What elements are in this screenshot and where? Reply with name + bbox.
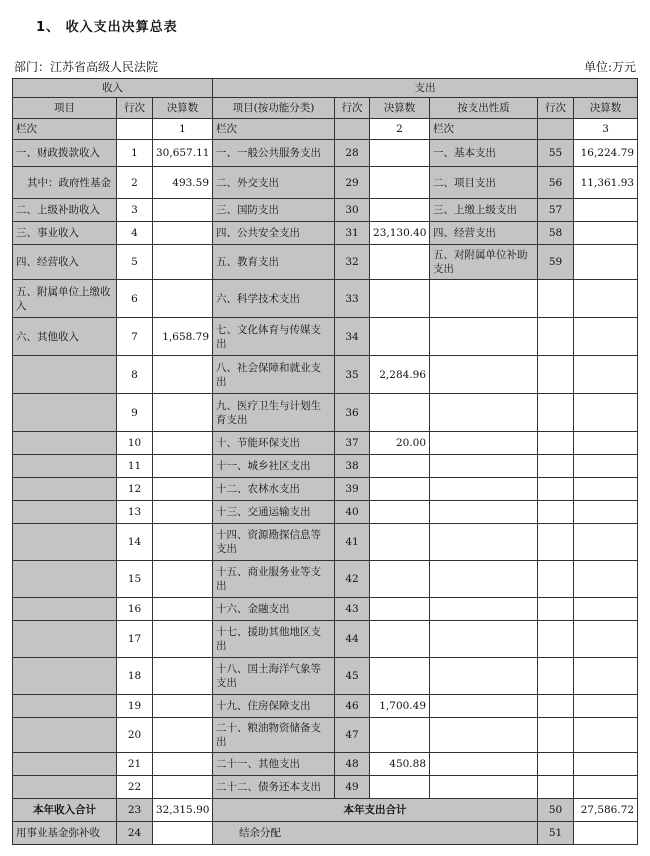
income-item <box>13 524 117 561</box>
expenditure-amount: 450.88 <box>370 753 430 776</box>
table-row <box>13 199 638 222</box>
expenditure-amount <box>370 318 430 356</box>
lanci-label-3: 栏次 <box>430 119 538 140</box>
expenditure-amount <box>370 280 430 318</box>
income-row-no: 2 <box>117 167 153 199</box>
income-item <box>13 394 117 432</box>
nature-row-no <box>538 718 574 753</box>
income-item <box>13 501 117 524</box>
nature-item: 五、对附属单位补助支出 <box>430 245 538 280</box>
col-amount-2: 决算数 <box>370 98 430 119</box>
income-row-no: 15 <box>117 561 153 598</box>
income-row-no: 21 <box>117 753 153 776</box>
table-row <box>13 695 638 718</box>
income-item: 三、事业收入 <box>13 222 117 245</box>
expenditure-item: 三、国防支出 <box>213 199 335 222</box>
nature-amount <box>574 280 638 318</box>
nature-item: 二、项目支出 <box>430 167 538 199</box>
expenditure-row-no: 43 <box>335 598 370 621</box>
income-item <box>13 621 117 658</box>
expenditure-item: 一、一般公共服务支出 <box>213 140 335 167</box>
expenditure-amount <box>370 598 430 621</box>
income-amount <box>153 245 213 280</box>
nature-item <box>430 658 538 695</box>
header-row-1 <box>13 79 638 98</box>
expenditure-row-no: 33 <box>335 280 370 318</box>
expenditure-item: 十二、农林水支出 <box>213 478 335 501</box>
lanci-col-1: 1 <box>153 119 213 140</box>
nature-item <box>430 356 538 394</box>
nature-item: 一、基本支出 <box>430 140 538 167</box>
income-row-no: 6 <box>117 280 153 318</box>
nature-item <box>430 718 538 753</box>
table-row <box>13 501 638 524</box>
table-row <box>13 167 638 199</box>
nature-row-no <box>538 621 574 658</box>
income-total-row-no: 23 <box>117 799 153 822</box>
income-row-no: 9 <box>117 394 153 432</box>
lanci-col-2: 2 <box>370 119 430 140</box>
income-item: 六、其他收入 <box>13 318 117 356</box>
expenditure-item: 十五、商业服务业等支出 <box>213 561 335 598</box>
income-amount: 1,658.79 <box>153 318 213 356</box>
income-item: 四、经营收入 <box>13 245 117 280</box>
income-item <box>13 695 117 718</box>
nature-item <box>430 432 538 455</box>
nature-row-no <box>538 318 574 356</box>
nature-row-no <box>538 753 574 776</box>
nature-item <box>430 598 538 621</box>
surplus-row-no: 51 <box>538 822 574 845</box>
surplus-label: 结余分配 <box>213 822 538 845</box>
income-amount <box>153 598 213 621</box>
income-item <box>13 356 117 394</box>
lanci-col-3: 3 <box>574 119 638 140</box>
income-amount <box>153 695 213 718</box>
total-row <box>13 799 638 822</box>
income-row-no: 13 <box>117 501 153 524</box>
expenditure-row-no: 37 <box>335 432 370 455</box>
income-item <box>13 455 117 478</box>
fund-row-no: 24 <box>117 822 153 845</box>
nature-row-no: 58 <box>538 222 574 245</box>
income-amount <box>153 478 213 501</box>
income-item <box>13 598 117 621</box>
income-row-no: 8 <box>117 356 153 394</box>
nature-amount <box>574 199 638 222</box>
expenditure-row-no: 36 <box>335 394 370 432</box>
expenditure-amount: 23,130.40 <box>370 222 430 245</box>
expenditure-item: 二十二、债务还本支出 <box>213 776 335 799</box>
expenditure-total-label: 本年支出合计 <box>213 799 538 822</box>
income-row-no: 12 <box>117 478 153 501</box>
income-row-no: 3 <box>117 199 153 222</box>
income-amount <box>153 432 213 455</box>
col-row-no-2: 行次 <box>335 98 370 119</box>
nature-amount <box>574 561 638 598</box>
table-row <box>13 432 638 455</box>
expenditure-item: 二十一、其他支出 <box>213 753 335 776</box>
expenditure-item: 二、外交支出 <box>213 167 335 199</box>
nature-amount <box>574 501 638 524</box>
table-row <box>13 524 638 561</box>
nature-row-no <box>538 455 574 478</box>
expenditure-total-row-no: 50 <box>538 799 574 822</box>
income-row-no: 4 <box>117 222 153 245</box>
nature-item <box>430 621 538 658</box>
expenditure-amount <box>370 478 430 501</box>
nature-amount <box>574 432 638 455</box>
table-row <box>13 245 638 280</box>
income-header: 收入 <box>13 79 213 98</box>
surplus-amount <box>574 822 638 845</box>
income-amount <box>153 776 213 799</box>
expenditure-item: 九、医疗卫生与计划生育支出 <box>213 394 335 432</box>
expenditure-item: 六、科学技术支出 <box>213 280 335 318</box>
income-amount <box>153 199 213 222</box>
nature-amount: 16,224.79 <box>574 140 638 167</box>
table-row <box>13 598 638 621</box>
expenditure-amount <box>370 658 430 695</box>
expenditure-item: 二十、粮油物资储备支出 <box>213 718 335 753</box>
income-item: 二、上级补助收入 <box>13 199 117 222</box>
expenditure-amount: 20.00 <box>370 432 430 455</box>
nature-row-no: 55 <box>538 140 574 167</box>
expenditure-row-no: 38 <box>335 455 370 478</box>
income-amount: 493.59 <box>153 167 213 199</box>
expenditure-item: 十、节能环保支出 <box>213 432 335 455</box>
income-amount <box>153 621 213 658</box>
nature-row-no <box>538 695 574 718</box>
income-amount <box>153 561 213 598</box>
expenditure-row-no: 44 <box>335 621 370 658</box>
expenditure-row-no: 41 <box>335 524 370 561</box>
income-item <box>13 776 117 799</box>
income-item <box>13 561 117 598</box>
expenditure-row-no: 47 <box>335 718 370 753</box>
unit-label: 单位:万元 <box>583 60 636 74</box>
income-item: 其中：政府性基金 <box>13 167 117 199</box>
income-row-no: 10 <box>117 432 153 455</box>
income-amount <box>153 718 213 753</box>
income-row-no: 16 <box>117 598 153 621</box>
nature-item <box>430 776 538 799</box>
income-amount <box>153 753 213 776</box>
income-amount <box>153 658 213 695</box>
expenditure-row-no: 30 <box>335 199 370 222</box>
expenditure-row-no: 35 <box>335 356 370 394</box>
lanci-label-1: 栏次 <box>13 119 117 140</box>
income-row-no: 20 <box>117 718 153 753</box>
expenditure-item: 十八、国土海洋气象等支出 <box>213 658 335 695</box>
nature-row-no <box>538 501 574 524</box>
expenditure-item: 十六、金融支出 <box>213 598 335 621</box>
nature-item <box>430 394 538 432</box>
income-amount <box>153 394 213 432</box>
table-row <box>13 318 638 356</box>
nature-amount <box>574 222 638 245</box>
nature-row-no <box>538 432 574 455</box>
expenditure-row-no: 29 <box>335 167 370 199</box>
lanci-row <box>13 119 638 140</box>
expenditure-amount <box>370 245 430 280</box>
lanci-empty-3 <box>538 119 574 140</box>
expenditure-item: 十四、资源勘探信息等支出 <box>213 524 335 561</box>
col-row-no: 行次 <box>117 98 153 119</box>
expenditure-item: 四、公共安全支出 <box>213 222 335 245</box>
income-amount <box>153 455 213 478</box>
income-total-amount: 32,315.90 <box>153 799 213 822</box>
nature-row-no <box>538 356 574 394</box>
expenditure-row-no: 49 <box>335 776 370 799</box>
expenditure-row-no: 45 <box>335 658 370 695</box>
department-label: 部门：江苏省高级人民法院 <box>14 60 159 74</box>
nature-item <box>430 561 538 598</box>
income-item <box>13 753 117 776</box>
nature-amount <box>574 718 638 753</box>
col-amount: 决算数 <box>153 98 213 119</box>
expenditure-amount <box>370 199 430 222</box>
nature-row-no: 57 <box>538 199 574 222</box>
expenditure-item: 八、社会保障和就业支出 <box>213 356 335 394</box>
expenditure-header: 支出 <box>213 79 638 98</box>
nature-item: 四、经营支出 <box>430 222 538 245</box>
income-amount <box>153 356 213 394</box>
table-row <box>13 621 638 658</box>
expenditure-row-no: 31 <box>335 222 370 245</box>
nature-amount <box>574 524 638 561</box>
expenditure-amount: 2,284.96 <box>370 356 430 394</box>
nature-amount <box>574 478 638 501</box>
income-item <box>13 718 117 753</box>
nature-row-no <box>538 776 574 799</box>
nature-item <box>430 524 538 561</box>
expenditure-amount <box>370 455 430 478</box>
nature-amount <box>574 394 638 432</box>
nature-row-no <box>538 478 574 501</box>
income-item <box>13 432 117 455</box>
nature-item <box>430 753 538 776</box>
expenditure-row-no: 42 <box>335 561 370 598</box>
nature-row-no <box>538 598 574 621</box>
nature-item <box>430 478 538 501</box>
income-amount <box>153 222 213 245</box>
nature-item <box>430 455 538 478</box>
income-item <box>13 478 117 501</box>
nature-row-no: 59 <box>538 245 574 280</box>
lanci-empty-2 <box>335 119 370 140</box>
table-row <box>13 222 638 245</box>
expenditure-row-no: 39 <box>335 478 370 501</box>
expenditure-row-no: 46 <box>335 695 370 718</box>
income-row-no: 7 <box>117 318 153 356</box>
nature-item <box>430 501 538 524</box>
table-row <box>13 478 638 501</box>
lanci-label-2: 栏次 <box>213 119 335 140</box>
expenditure-amount <box>370 167 430 199</box>
income-expenditure-table <box>12 78 638 845</box>
nature-row-no <box>538 524 574 561</box>
income-row-no: 11 <box>117 455 153 478</box>
expenditure-row-no: 40 <box>335 501 370 524</box>
expenditure-amount <box>370 776 430 799</box>
nature-amount <box>574 695 638 718</box>
expenditure-amount <box>370 524 430 561</box>
nature-amount <box>574 245 638 280</box>
nature-row-no <box>538 394 574 432</box>
col-by-nature: 按支出性质 <box>430 98 538 119</box>
nature-row-no <box>538 280 574 318</box>
income-amount <box>153 501 213 524</box>
col-item: 项目 <box>13 98 117 119</box>
nature-amount <box>574 753 638 776</box>
expenditure-item: 十三、交通运输支出 <box>213 501 335 524</box>
income-row-no: 17 <box>117 621 153 658</box>
expenditure-item: 十一、城乡社区支出 <box>213 455 335 478</box>
expenditure-amount <box>370 718 430 753</box>
col-item-func: 项目(按功能分类) <box>213 98 335 119</box>
expenditure-amount <box>370 621 430 658</box>
nature-item <box>430 280 538 318</box>
col-amount-3: 决算数 <box>574 98 638 119</box>
nature-amount: 11,361.93 <box>574 167 638 199</box>
expenditure-amount <box>370 394 430 432</box>
income-amount: 30,657.11 <box>153 140 213 167</box>
fund-row <box>13 822 638 845</box>
nature-item: 三、上缴上级支出 <box>430 199 538 222</box>
nature-row-no <box>538 658 574 695</box>
income-total-label: 本年收入合计 <box>13 799 117 822</box>
fund-amount <box>153 822 213 845</box>
table-row <box>13 356 638 394</box>
income-row-no: 18 <box>117 658 153 695</box>
income-row-no: 22 <box>117 776 153 799</box>
income-row-no: 1 <box>117 140 153 167</box>
nature-item <box>430 318 538 356</box>
col-row-no-3: 行次 <box>538 98 574 119</box>
expenditure-amount <box>370 501 430 524</box>
income-item: 一、财政拨款收入 <box>13 140 117 167</box>
nature-amount <box>574 658 638 695</box>
income-amount <box>153 280 213 318</box>
expenditure-row-no: 28 <box>335 140 370 167</box>
lanci-empty-1 <box>117 119 153 140</box>
table-row <box>13 718 638 753</box>
expenditure-item: 十七、援助其他地区支出 <box>213 621 335 658</box>
expenditure-row-no: 32 <box>335 245 370 280</box>
nature-row-no <box>538 561 574 598</box>
table-row <box>13 753 638 776</box>
table-row <box>13 455 638 478</box>
income-item: 五、附属单位上缴收入 <box>13 280 117 318</box>
expenditure-amount <box>370 561 430 598</box>
expenditure-item: 七、文化体育与传媒支出 <box>213 318 335 356</box>
table-row <box>13 280 638 318</box>
income-amount <box>153 524 213 561</box>
expenditure-row-no: 34 <box>335 318 370 356</box>
nature-amount <box>574 455 638 478</box>
expenditure-row-no: 48 <box>335 753 370 776</box>
header-row-2 <box>13 98 638 119</box>
nature-row-no: 56 <box>538 167 574 199</box>
nature-amount <box>574 356 638 394</box>
page-title: 1、 收入支出决算总表 <box>36 20 178 35</box>
nature-amount <box>574 598 638 621</box>
nature-amount <box>574 318 638 356</box>
table-row <box>13 561 638 598</box>
table-row <box>13 776 638 799</box>
income-row-no: 5 <box>117 245 153 280</box>
income-row-no: 14 <box>117 524 153 561</box>
nature-item <box>430 695 538 718</box>
income-row-no: 19 <box>117 695 153 718</box>
table-row <box>13 394 638 432</box>
fund-label: 用事业基金弥补收 <box>13 822 117 845</box>
expenditure-item: 十九、住房保障支出 <box>213 695 335 718</box>
nature-amount <box>574 621 638 658</box>
expenditure-item: 五、教育支出 <box>213 245 335 280</box>
nature-amount <box>574 776 638 799</box>
expenditure-amount: 1,700.49 <box>370 695 430 718</box>
table-row <box>13 658 638 695</box>
table-row <box>13 140 638 167</box>
income-item <box>13 658 117 695</box>
expenditure-amount <box>370 140 430 167</box>
expenditure-total-amount: 27,586.72 <box>574 799 638 822</box>
